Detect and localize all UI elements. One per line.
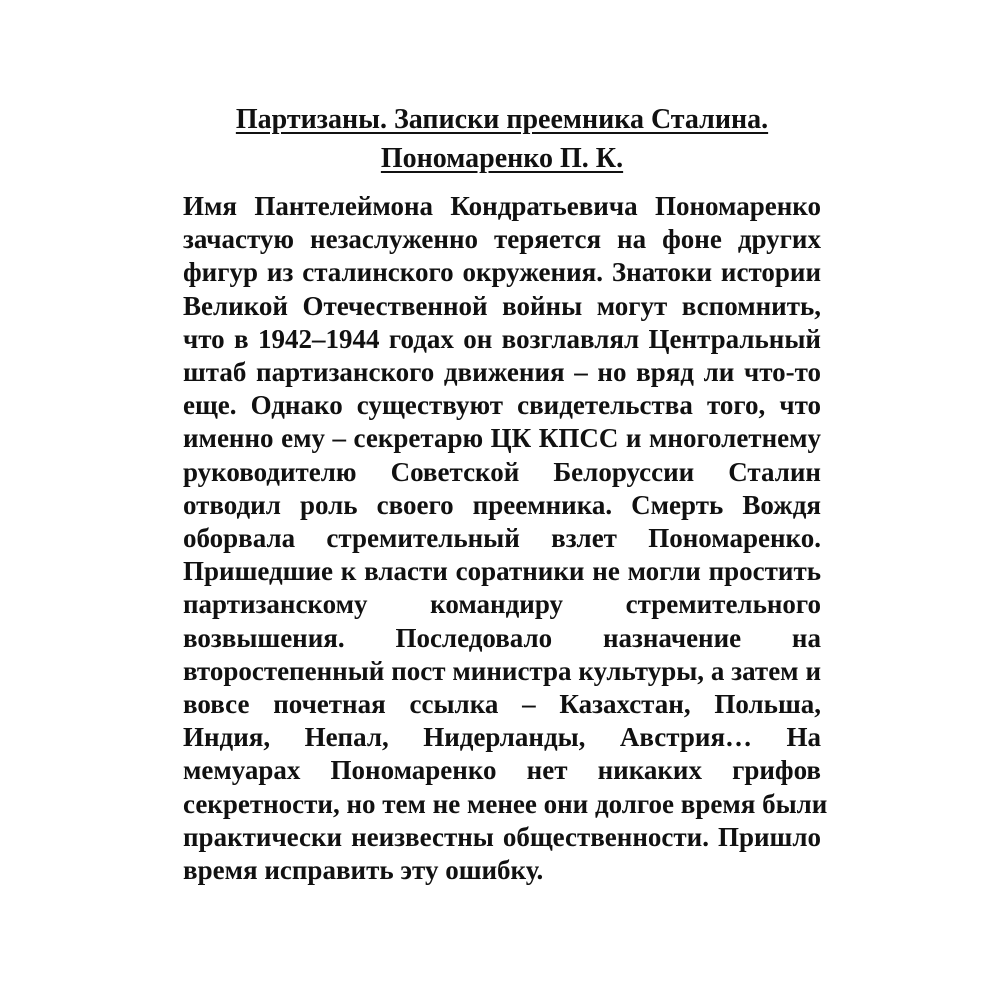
text-line: партизанскому командиру стремительного: [183, 589, 821, 620]
page-title: [183, 100, 821, 178]
text-line: Имя Пантелеймона Кондратьевича Пономаренко: [183, 191, 821, 221]
text-line: практически неизвестны общественности. Пришло: [183, 821, 821, 852]
text-line: именно ему – секретарю ЦК КПСС и многолетнему: [183, 423, 821, 454]
description-paragraph: [183, 190, 828, 887]
text-line: время исправить эту ошибку.: [183, 855, 544, 886]
text-line: Пришедшие к власти соратники не могли простить: [183, 556, 821, 587]
text-line: возвышения. Последовало назначение на: [183, 622, 821, 653]
text-line: зачастую незаслуженно теряется на фоне других: [183, 224, 821, 255]
text-line: что в 1942–1944 годах он возглавлял Центральный: [183, 323, 821, 354]
text-line: мемуарах Пономаренко нет никаких грифов: [183, 755, 821, 786]
text-line: штаб партизанского движения – но вряд ли что-то: [183, 357, 821, 388]
text-line: Великой Отечественной войны могут вспомнить,: [183, 290, 821, 321]
text-line: секретности, но тем не менее они долгое время были: [183, 788, 828, 819]
text-line: оборвала стремительный взлет Пономаренко.: [183, 523, 821, 554]
text-line: второстепенный пост министра культуры, а затем и: [183, 655, 821, 686]
title-line-1: Партизаны. Записки преемника Сталина.: [235, 104, 769, 135]
document-page: [183, 100, 828, 887]
text-line: Индия, Непал, Нидерланды, Австрия… На: [183, 722, 821, 753]
text-line: фигур из сталинского окружения. Знатоки истории: [183, 257, 821, 288]
text-line: еще. Однако существуют свидетельства того, что: [183, 390, 821, 421]
title-line-2: Пономаренко П. К.: [380, 143, 624, 174]
text-line: руководителю Советской Белоруссии Сталин: [183, 456, 821, 487]
text-line: отводил роль своего преемника. Смерть Вождя: [183, 489, 821, 520]
text-line: вовсе почетная ссылка – Казахстан, Польша,: [183, 689, 821, 720]
